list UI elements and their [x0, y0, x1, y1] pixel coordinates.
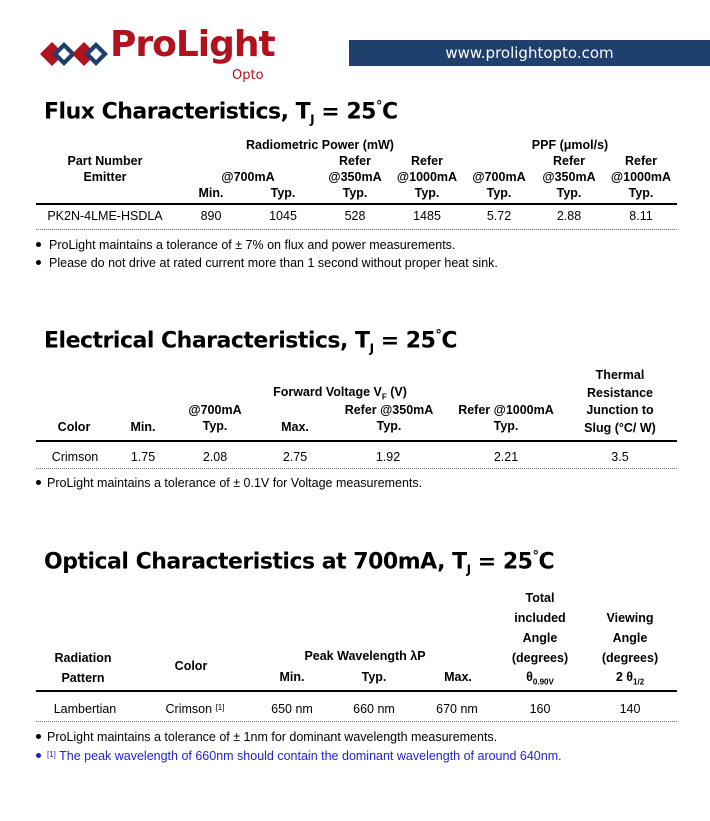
col-ppf-700: @700mA — [472, 170, 526, 184]
flux-row-min: 890 — [200, 209, 222, 223]
flux-typ-1000: Typ. — [414, 186, 440, 200]
website-url: www.prolightopto.com — [349, 40, 710, 66]
opt-row-total: 160 — [529, 702, 551, 716]
opt-row-max: 670 nm — [436, 702, 478, 716]
elec-header-rule — [36, 440, 677, 442]
elec-row-350: 1.92 — [375, 450, 401, 464]
ppf-header: PPF (μmol/s) — [531, 138, 609, 152]
thermal-header: Thermal Resistance Junction to Slug (°C/ W) — [584, 368, 656, 435]
total-angle-header: Total included Angle (degrees) — [511, 591, 569, 665]
bullet-icon — [36, 753, 41, 758]
electrical-title: Electrical Characteristics, $T_J = 25^\circ C$ — [44, 328, 458, 356]
flux-row-ppf700: 5.72 — [486, 209, 512, 223]
elec-row-typ: 2.08 — [202, 450, 228, 464]
elec-row-thermal: 3.5 — [611, 450, 629, 464]
opt-row-typ: 660 nm — [353, 702, 395, 716]
elec-1000-header: Refer @1000mA Typ. — [458, 403, 554, 433]
forward-voltage-header: Forward Voltage $V_F$ (V) — [273, 385, 407, 402]
elec-note-1: ProLight maintains a tolerance of ± 0.1V for Voltage measurements. — [36, 476, 422, 490]
elec-350-header: Refer @350mA Typ. — [344, 403, 434, 433]
optical-title: Optical Characteristics at 700mA, $T_J = 25^\circ C$ — [44, 549, 555, 577]
opt-header-rule — [36, 690, 677, 692]
elec-row-1000: 2.21 — [493, 450, 519, 464]
elec-row-color: Crimson — [51, 450, 99, 464]
opt-note-2: [1] The peak wavelength of 660nm should contain the dominant wavelength of around 640nm. — [36, 749, 562, 763]
elec-row-rule — [36, 468, 677, 469]
flux-typ: Typ. — [270, 186, 296, 200]
part-number-header: Part Number Emitter — [67, 154, 143, 184]
bullet-icon — [36, 260, 41, 265]
opt-row-color: Crimson [1] — [165, 702, 225, 716]
elec-color-header: Color — [57, 420, 91, 434]
elec-700-header: @700mA Typ. — [188, 403, 242, 433]
flux-part: PK2N-4LME-HSDLA — [47, 209, 163, 223]
opt-row-pattern: Lambertian — [53, 702, 117, 716]
col-refer-1000: Refer @1000mA — [396, 154, 458, 184]
radiometric-power-header: Radiometric Power (mW) — [246, 138, 394, 152]
col-refer-350: Refer @350mA — [328, 154, 382, 184]
diamond-logo-icon — [38, 32, 108, 76]
bullet-icon — [36, 734, 41, 739]
col-ppf-350: Refer @350mA — [542, 154, 596, 184]
opt-min-header: Min. — [279, 670, 305, 684]
elec-row-max: 2.75 — [282, 450, 308, 464]
flux-row-350: 528 — [344, 209, 366, 223]
viewing-angle-symbol: 2 $\theta_{1/2}$ — [615, 670, 645, 687]
col-700ma: @700mA — [221, 170, 275, 184]
bullet-icon — [36, 242, 41, 247]
prolight-logo — [38, 24, 298, 86]
bullet-icon — [36, 480, 41, 485]
ppf-typ-350: Typ. — [556, 186, 582, 200]
flux-note-1: ProLight maintains a tolerance of ± 7% on flux and power measurements. — [36, 238, 455, 252]
opt-typ-header: Typ. — [361, 670, 387, 684]
flux-title: Flux Characteristics, $T_J = 25^\circ C$ — [44, 99, 398, 127]
opt-row-viewing: 140 — [619, 702, 641, 716]
flux-header-rule — [36, 203, 677, 205]
elec-max-header: Max. — [281, 420, 309, 434]
radiation-pattern-header: Radiation Pattern — [54, 651, 112, 685]
brand-sub: Opto — [232, 68, 264, 83]
flux-row-ppf1000: 8.11 — [629, 209, 653, 223]
opt-note-1: ProLight maintains a tolerance of ± 1nm for dominant wavelength measurements. — [36, 730, 497, 744]
opt-row-rule — [36, 721, 677, 722]
elec-row-min: 1.75 — [130, 450, 156, 464]
elec-min-header: Min. — [130, 420, 156, 434]
col-ppf-1000: Refer @1000mA — [610, 154, 672, 184]
flux-row-ppf350: 2.88 — [556, 209, 582, 223]
total-angle-symbol: $\theta_{0.90V}$ — [526, 670, 554, 687]
viewing-angle-header: Viewing Angle (degrees) — [601, 611, 659, 665]
brand-name: ProLight — [110, 24, 275, 65]
flux-min: Min. — [198, 186, 224, 200]
flux-row-typ: 1045 — [269, 209, 297, 223]
opt-color-header: Color — [174, 659, 208, 673]
page-header — [0, 0, 710, 90]
peak-wavelength-header: Peak Wavelength λP — [304, 649, 426, 663]
ppf-typ-1000: Typ. — [628, 186, 654, 200]
flux-row-1000: 1485 — [413, 209, 441, 223]
flux-note-2: Please do not drive at rated current more than 1 second without proper heat sink. — [36, 256, 498, 270]
flux-typ-350: Typ. — [342, 186, 368, 200]
opt-row-min: 650 nm — [271, 702, 313, 716]
opt-max-header: Max. — [444, 670, 472, 684]
ppf-typ-700: Typ. — [486, 186, 512, 200]
flux-row-rule — [36, 229, 677, 230]
